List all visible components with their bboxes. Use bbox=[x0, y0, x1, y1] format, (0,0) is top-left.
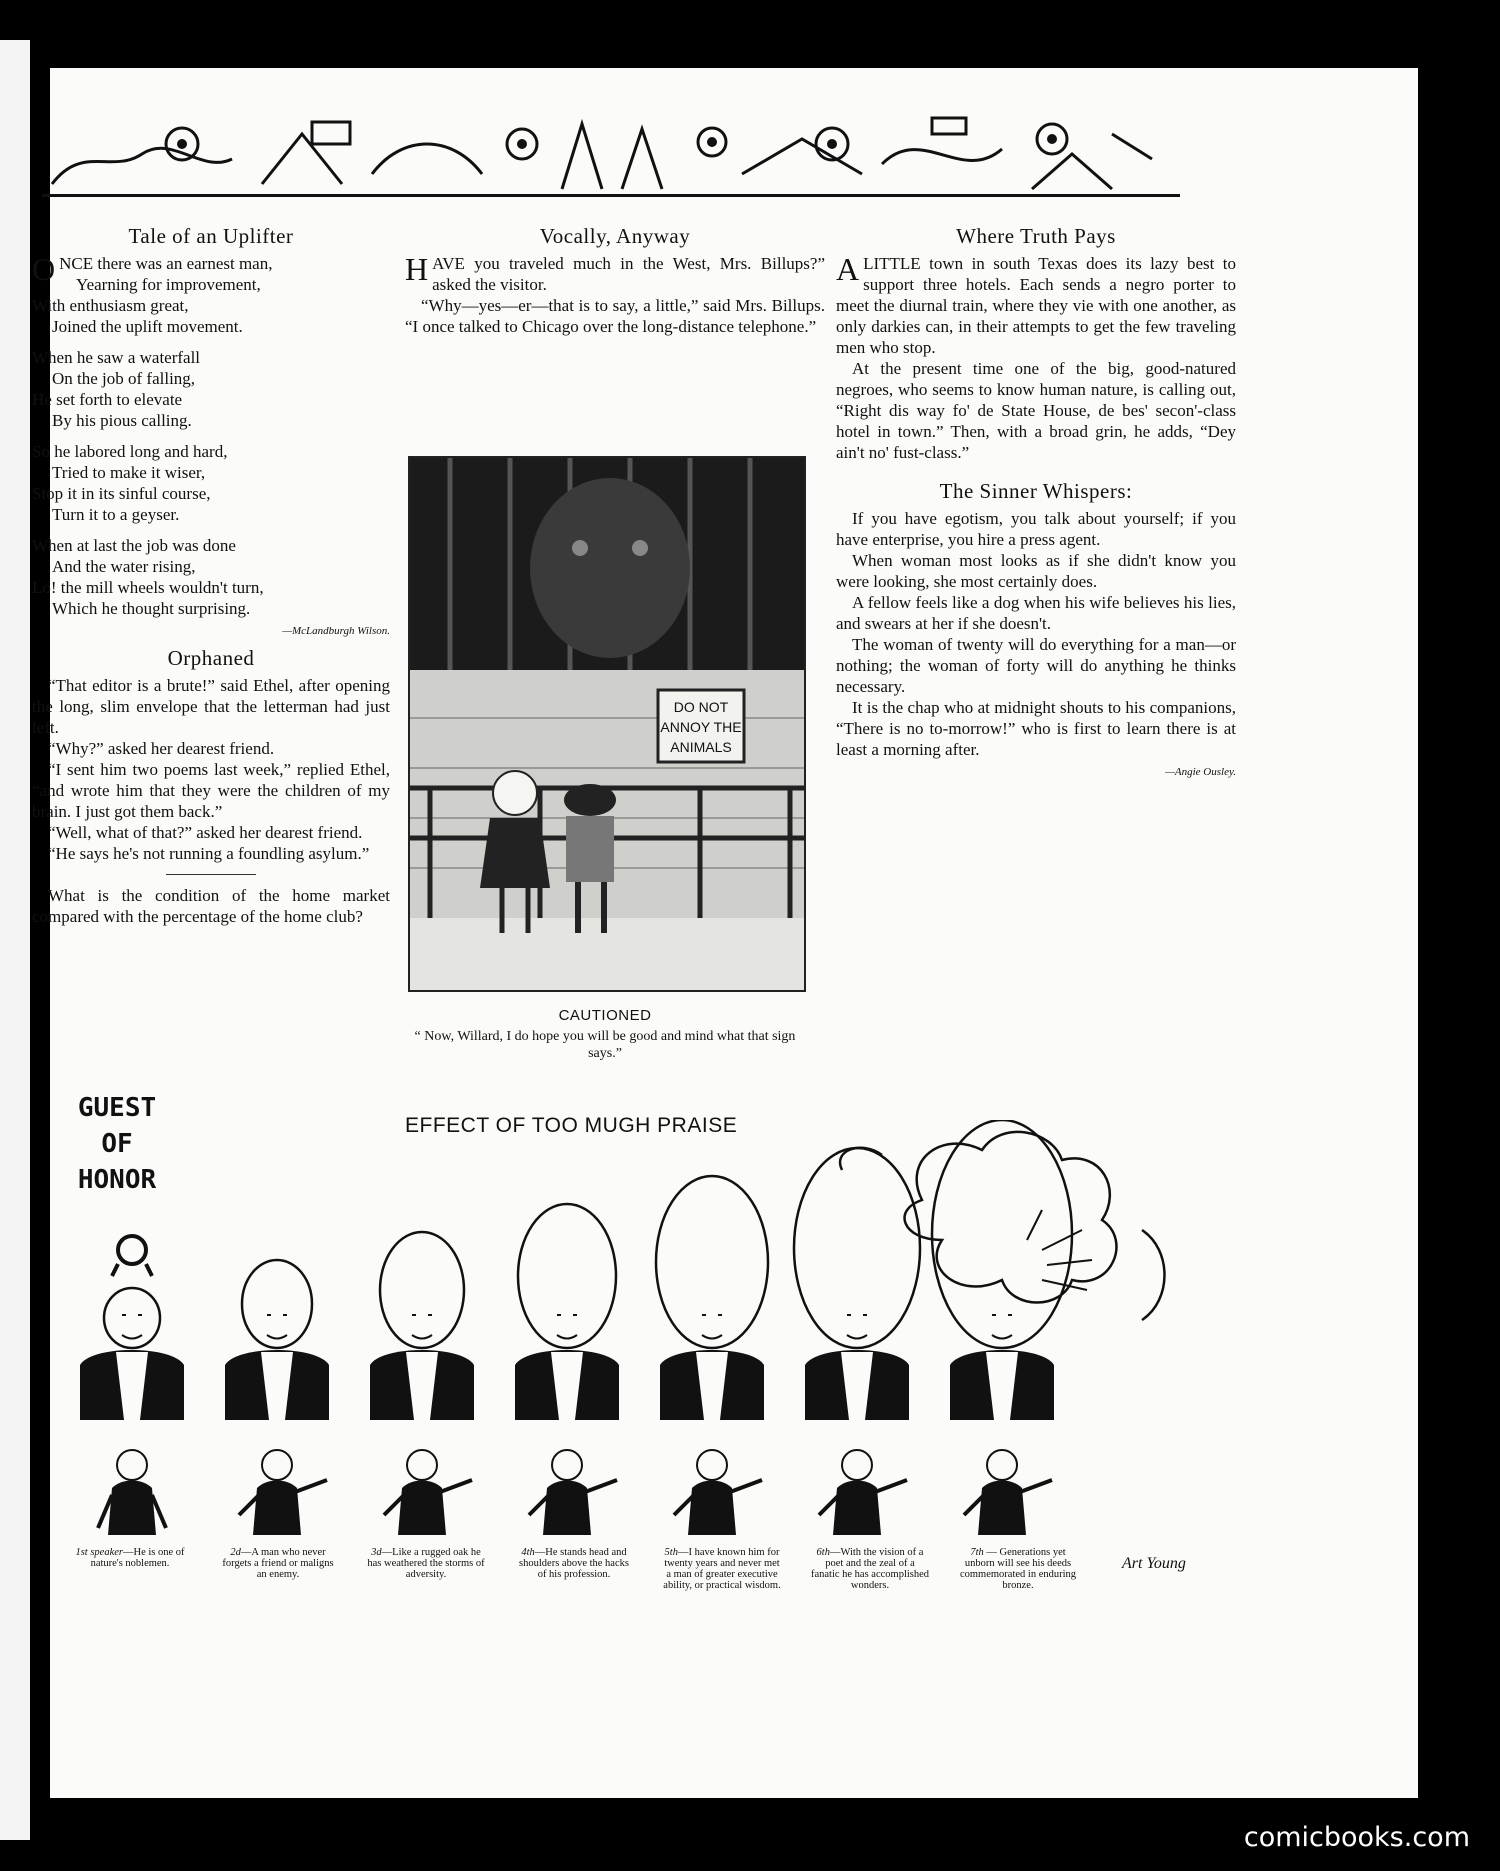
column-left bbox=[32, 226, 390, 927]
poem-line: Tried to make it wiser, bbox=[52, 463, 206, 482]
speaker-figure bbox=[964, 1450, 1052, 1535]
paragraph: When woman most looks as if she didn't know you were looking, she most certainly does. bbox=[836, 551, 1236, 591]
watermark: comicbooks.com bbox=[1243, 1822, 1470, 1853]
poem-line: Lo! the mill wheels wouldn't turn, bbox=[32, 578, 264, 597]
paragraph: A fellow feels like a dog when his wife believes his lies, and swears at her if she doesn't. bbox=[836, 593, 1236, 633]
sign-line: DO NOT bbox=[673, 699, 729, 715]
vocally-title: Vocally, Anyway bbox=[539, 224, 691, 248]
poem-line: With enthusiasm great, bbox=[32, 296, 189, 315]
paragraph: “He says he's not running a foundling asylum.” bbox=[48, 844, 370, 863]
speaker-caption: 5th—I have known him for twenty years and never met a man of greater executive ability, or practical wisdom. bbox=[663, 1547, 781, 1591]
guest-figure bbox=[225, 1260, 329, 1420]
poem-line: NCE there was an earnest man, bbox=[59, 254, 273, 273]
photo-caption-text: “ Now, Willard, I do hope you will be good and mind what that sign says.” bbox=[414, 1029, 796, 1061]
swelling-heads-row bbox=[80, 1120, 1072, 1420]
poem-body bbox=[32, 253, 390, 619]
speaker-caption: 6th—With the vision of a poet and the zeal of a fanatic he has accomplished wonders. bbox=[810, 1547, 930, 1591]
paragraph: It is the chap who at midnight shouts to his companions, “There is no to-morrow!” who is first to learn there is at least a morning after. bbox=[836, 698, 1236, 759]
column-right bbox=[836, 226, 1236, 789]
paragraph: If you have egotism, you talk about yourself; if you have enterprise, you hire a press agent. bbox=[836, 509, 1236, 549]
guest-line: GUEST bbox=[77, 1093, 157, 1123]
section-divider bbox=[166, 874, 256, 875]
paragraph: “I sent him two poems last week,” replied Ethel, “and wrote him that they were the children of my brain. I just got them back.” bbox=[32, 760, 390, 821]
paragraph: The woman of twenty will do everything for a man—or nothing; the woman of forty will do anything he thinks necessary. bbox=[836, 635, 1236, 696]
speaker-figure bbox=[529, 1450, 617, 1535]
guest-figure bbox=[80, 1288, 184, 1420]
poem-line: Stop it in its sinful course, bbox=[32, 484, 211, 503]
guest-figure bbox=[656, 1176, 768, 1420]
orphaned-body bbox=[32, 675, 390, 864]
cartoon-title: EFFECT OF TOO MUGH PRAISE bbox=[405, 1114, 738, 1137]
artist-signature: Art Young bbox=[1122, 1555, 1186, 1572]
guest-figure bbox=[370, 1232, 474, 1420]
poem-line: Yearning for improvement, bbox=[76, 275, 261, 294]
poem-stanza bbox=[32, 253, 390, 337]
speaker-figure bbox=[384, 1450, 472, 1535]
truth-pays-body bbox=[836, 253, 1236, 463]
poem-line: And the water rising, bbox=[52, 557, 196, 576]
banner-rule bbox=[42, 194, 1180, 197]
guest-figure bbox=[515, 1204, 619, 1420]
zoo-illustration bbox=[408, 456, 806, 992]
sign-line: ANNOY THE bbox=[660, 719, 742, 735]
poem-stanza bbox=[32, 535, 390, 619]
poem-credit: —McLandburgh Wilson. bbox=[282, 625, 390, 637]
poem-line: Joined the uplift movement. bbox=[52, 317, 243, 336]
paragraph: LITTLE town in south Texas does its lazy best to support three hotels. Each sends a negro porter to meet the diurnal train, where they vie with one another, as only darkies can, in their attempts to get the few traveling men who stop. bbox=[836, 254, 1236, 357]
vocally-body bbox=[405, 253, 825, 337]
photo-caption-title: CAUTIONED bbox=[558, 1007, 652, 1024]
speaker-figure bbox=[98, 1450, 166, 1535]
poem-stanza bbox=[32, 347, 390, 431]
market-joke bbox=[32, 885, 390, 927]
speaker-caption: 4th—He stands head and shoulders above the hacks of his profession. bbox=[519, 1547, 629, 1580]
guest-line: HONOR bbox=[77, 1165, 157, 1195]
poem-stanza bbox=[32, 441, 390, 525]
poem-line: On the job of falling, bbox=[52, 369, 196, 388]
speaker-caption: 3d—Like a rugged oak he has weathered the storms of adversity. bbox=[367, 1547, 485, 1580]
sign-line: ANIMALS bbox=[670, 739, 732, 755]
decorative-cartoon-banner bbox=[42, 104, 1180, 200]
speaker-caption: 2d—A man who never forgets a friend or maligns an enemy. bbox=[222, 1547, 334, 1580]
column-center bbox=[405, 226, 825, 337]
sinner-credit: —Angie Ousley. bbox=[1165, 766, 1236, 778]
speakers-row bbox=[98, 1450, 1052, 1535]
paragraph: At the present time one of the big, good-natured negroes, who seems to know human nature, is calling out, “Right dis way fo' de State House, de bes' secon'-class hotel in town.” Then, with a broad grin, he adds, “Dey ain't no' fust-class.” bbox=[836, 359, 1236, 462]
poem-line: When he saw a waterfall bbox=[32, 348, 201, 367]
truth-pays-title: Where Truth Pays bbox=[956, 224, 1116, 248]
sinner-body bbox=[836, 508, 1236, 760]
sinner-title: The Sinner Whispers: bbox=[939, 479, 1133, 503]
speaker-figure bbox=[674, 1450, 762, 1535]
drop-cap: A bbox=[836, 251, 860, 287]
wreath-icon bbox=[112, 1236, 152, 1276]
poem-line: Turn it to a geyser. bbox=[52, 505, 180, 524]
previous-page-edge bbox=[0, 40, 30, 1840]
paragraph: “Why—yes—er—that is to say, a little,” said Mrs. Billups. “I once talked to Chicago over the long-distance telephone.” bbox=[405, 296, 825, 336]
speaker-figure bbox=[819, 1450, 907, 1535]
paragraph: “That editor is a brute!” said Ethel, after opening the long, slim envelope that the letterman had just left. bbox=[32, 676, 390, 737]
guest-figure bbox=[794, 1148, 920, 1420]
paragraph: What is the condition of the home market compared with the percentage of the home club? bbox=[32, 886, 390, 926]
poem-title: Tale of an Uplifter bbox=[128, 224, 294, 248]
speaker-caption: 1st speaker—He is one of nature's noblemen. bbox=[75, 1547, 185, 1569]
speaker-caption: 7th — Generations yet unborn will see his deeds commemorated in enduring bronze. bbox=[959, 1547, 1077, 1591]
speaker-figure bbox=[239, 1450, 327, 1535]
orphaned-title: Orphaned bbox=[167, 646, 255, 670]
poem-line: So he labored long and hard, bbox=[32, 442, 228, 461]
guest-figure bbox=[932, 1120, 1072, 1420]
poem-line: By his pious calling. bbox=[52, 411, 192, 430]
poem-line: He set forth to elevate bbox=[32, 390, 183, 409]
poem-line: When at last the job was done bbox=[32, 536, 236, 555]
guest-line: OF bbox=[101, 1129, 133, 1159]
drop-cap: O bbox=[32, 251, 56, 287]
paragraph: “Well, what of that?” asked her dearest friend. bbox=[48, 823, 363, 842]
poem-line: Which he thought surprising. bbox=[52, 599, 251, 618]
paragraph: AVE you traveled much in the West, Mrs. Billups?” asked the visitor. bbox=[432, 254, 825, 294]
paragraph: “Why?” asked her dearest friend. bbox=[48, 739, 275, 758]
drop-cap: H bbox=[405, 251, 429, 287]
